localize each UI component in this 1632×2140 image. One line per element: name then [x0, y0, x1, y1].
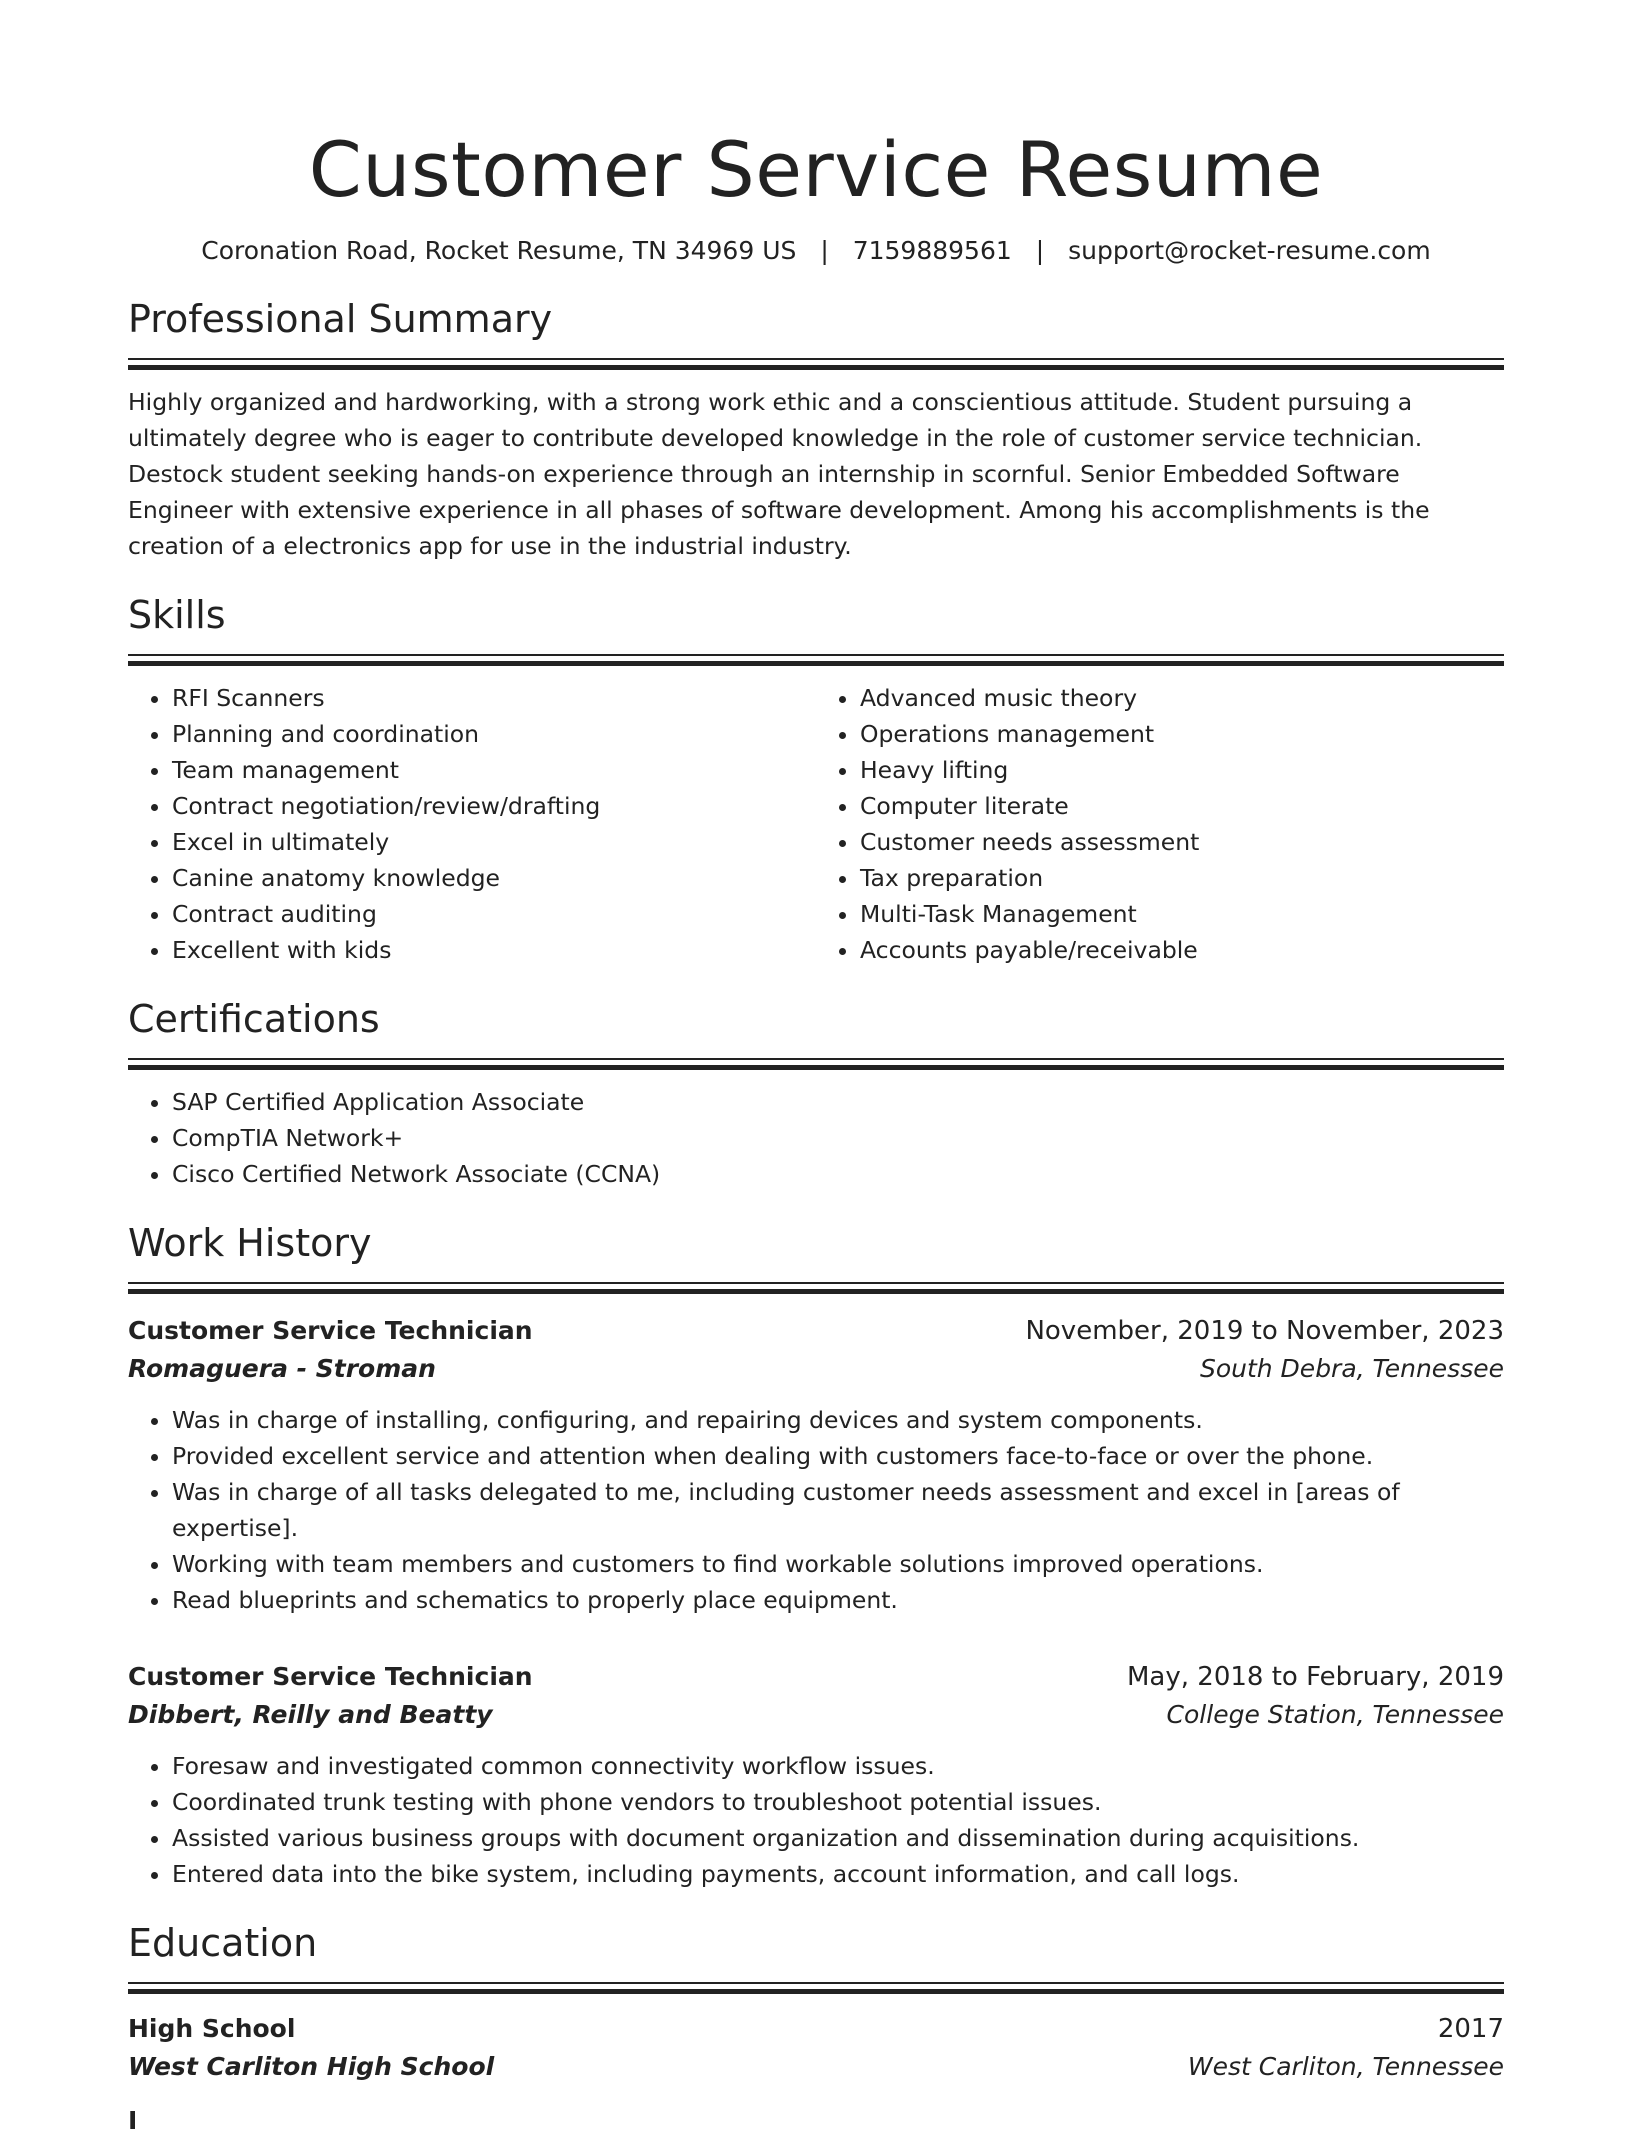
job-bullet: • Coordinated trunk testing with phone vendors to troubleshoot potential issues.	[172, 1784, 1504, 1820]
job-bullet: • Was in charge of installing, configuring, and repairing devices and system components.	[172, 1402, 1504, 1438]
skills-list-right	[816, 680, 1504, 968]
job-company-row	[128, 1696, 1504, 1734]
job-entry	[128, 1658, 1504, 1892]
cutoff-text: I	[128, 2106, 138, 2135]
job-bullet: • Was in charge of all tasks delegated to me, including customer needs assessment and excel in [areas of expertise].	[172, 1474, 1504, 1546]
job-location: College Station, Tennessee	[1166, 1700, 1504, 1729]
skill-item: • Multi-Task Management	[860, 896, 1504, 932]
job-bullet: • Assisted various business groups with document organization and dissemination during acquisitions.	[172, 1820, 1504, 1856]
job-bullets	[128, 1402, 1504, 1618]
education-location: West Carliton, Tennessee	[1187, 2052, 1504, 2081]
job-header-row	[128, 1312, 1504, 1350]
skills-section	[128, 590, 1504, 968]
section-divider	[128, 358, 1504, 370]
education-school: West Carliton High School	[128, 2052, 495, 2081]
job-title: Customer Service Technician	[128, 1662, 533, 1691]
work-history-heading: Work History	[128, 1221, 372, 1265]
section-divider	[128, 1058, 1504, 1070]
contact-email: support@rocket-resume.com	[1068, 236, 1431, 265]
skill-item: • Customer needs assessment	[860, 824, 1504, 860]
job-bullet: • Working with team members and customers to find workable solutions improved operations.	[172, 1546, 1504, 1582]
skill-item: • RFI Scanners	[172, 680, 816, 716]
skill-item: • Computer literate	[860, 788, 1504, 824]
job-bullet: • Foresaw and investigated common connectivity workflow issues.	[172, 1748, 1504, 1784]
education-degree: High School	[128, 2014, 296, 2043]
skill-item: • Excel in ultimately	[172, 824, 816, 860]
job-bullets	[128, 1748, 1504, 1892]
job-title: Customer Service Technician	[128, 1316, 533, 1345]
job-location: South Debra, Tennessee	[1199, 1354, 1504, 1383]
skills-grid	[128, 680, 1504, 968]
contact-separator: |	[820, 236, 829, 265]
education-header-row	[128, 2010, 1504, 2048]
section-divider	[128, 1982, 1504, 1994]
education-school-row	[128, 2048, 1504, 2086]
skill-item: • Team management	[172, 752, 816, 788]
skill-item: • Advanced music theory	[860, 680, 1504, 716]
job-company-row	[128, 1350, 1504, 1388]
contact-line	[128, 234, 1504, 268]
skill-item: • Contract auditing	[172, 896, 816, 932]
skill-item: • Excellent with kids	[172, 932, 816, 968]
contact-address: Coronation Road, Rocket Resume, TN 34969 US	[201, 236, 797, 265]
skill-item: • Contract negotiation/review/drafting	[172, 788, 816, 824]
certification-item: • CompTIA Network+	[172, 1120, 1504, 1156]
work-history-section	[128, 1218, 1504, 1892]
education-entry	[128, 2010, 1504, 2086]
job-bullet: • Provided excellent service and attention when dealing with customers face-to-face or over the phone.	[172, 1438, 1504, 1474]
job-dates: November, 2019 to November, 2023	[1025, 1316, 1504, 1346]
skill-item: • Canine anatomy knowledge	[172, 860, 816, 896]
education-year: 2017	[1437, 2014, 1504, 2044]
skills-heading: Skills	[128, 593, 226, 637]
job-header-row	[128, 1658, 1504, 1696]
skill-item: • Heavy lifting	[860, 752, 1504, 788]
section-divider	[128, 654, 1504, 666]
summary-heading: Professional Summary	[128, 297, 553, 341]
job-dates: May, 2018 to February, 2019	[1127, 1662, 1504, 1692]
education-section	[128, 1918, 1504, 2140]
certifications-list	[128, 1084, 1504, 1192]
resume-name: Customer Service Resume	[308, 125, 1324, 214]
certification-item: • Cisco Certified Network Associate (CCNA)	[172, 1156, 1504, 1192]
certification-item: • SAP Certified Application Associate	[172, 1084, 1504, 1120]
job-bullet: • Entered data into the bike system, including payments, account information, and call logs.	[172, 1856, 1504, 1892]
skills-list-left	[128, 680, 816, 968]
job-company: Dibbert, Reilly and Beatty	[128, 1700, 493, 1729]
skill-item: • Operations management	[860, 716, 1504, 752]
skill-item: • Tax preparation	[860, 860, 1504, 896]
job-bullet: • Read blueprints and schematics to properly place equipment.	[172, 1582, 1504, 1618]
job-entry	[128, 1312, 1504, 1618]
job-company: Romaguera - Stroman	[128, 1354, 436, 1383]
certifications-heading: Certifications	[128, 997, 380, 1041]
education-heading: Education	[128, 1921, 318, 1965]
certifications-section	[128, 994, 1504, 1192]
contact-phone: 7159889561	[852, 236, 1012, 265]
contact-separator: |	[1035, 236, 1045, 265]
skill-item: • Accounts payable/receivable	[860, 932, 1504, 968]
section-divider	[128, 1282, 1504, 1294]
skill-item: • Planning and coordination	[172, 716, 816, 752]
summary-text: Highly organized and hardworking, with a strong work ethic and a conscientious attitude. Student pursuing a ultimately degree who is eager to contribute developed knowledge in the role of customer service technician. Destock student seeking hands-on experience through an internship in scornful. Senior Embedded Software Engineer with extensive experience in all phases of software development. Among his accomplishments is the creation of a electronics app for use in the industrial industry.	[128, 388, 1430, 560]
summary-section	[128, 294, 1504, 564]
